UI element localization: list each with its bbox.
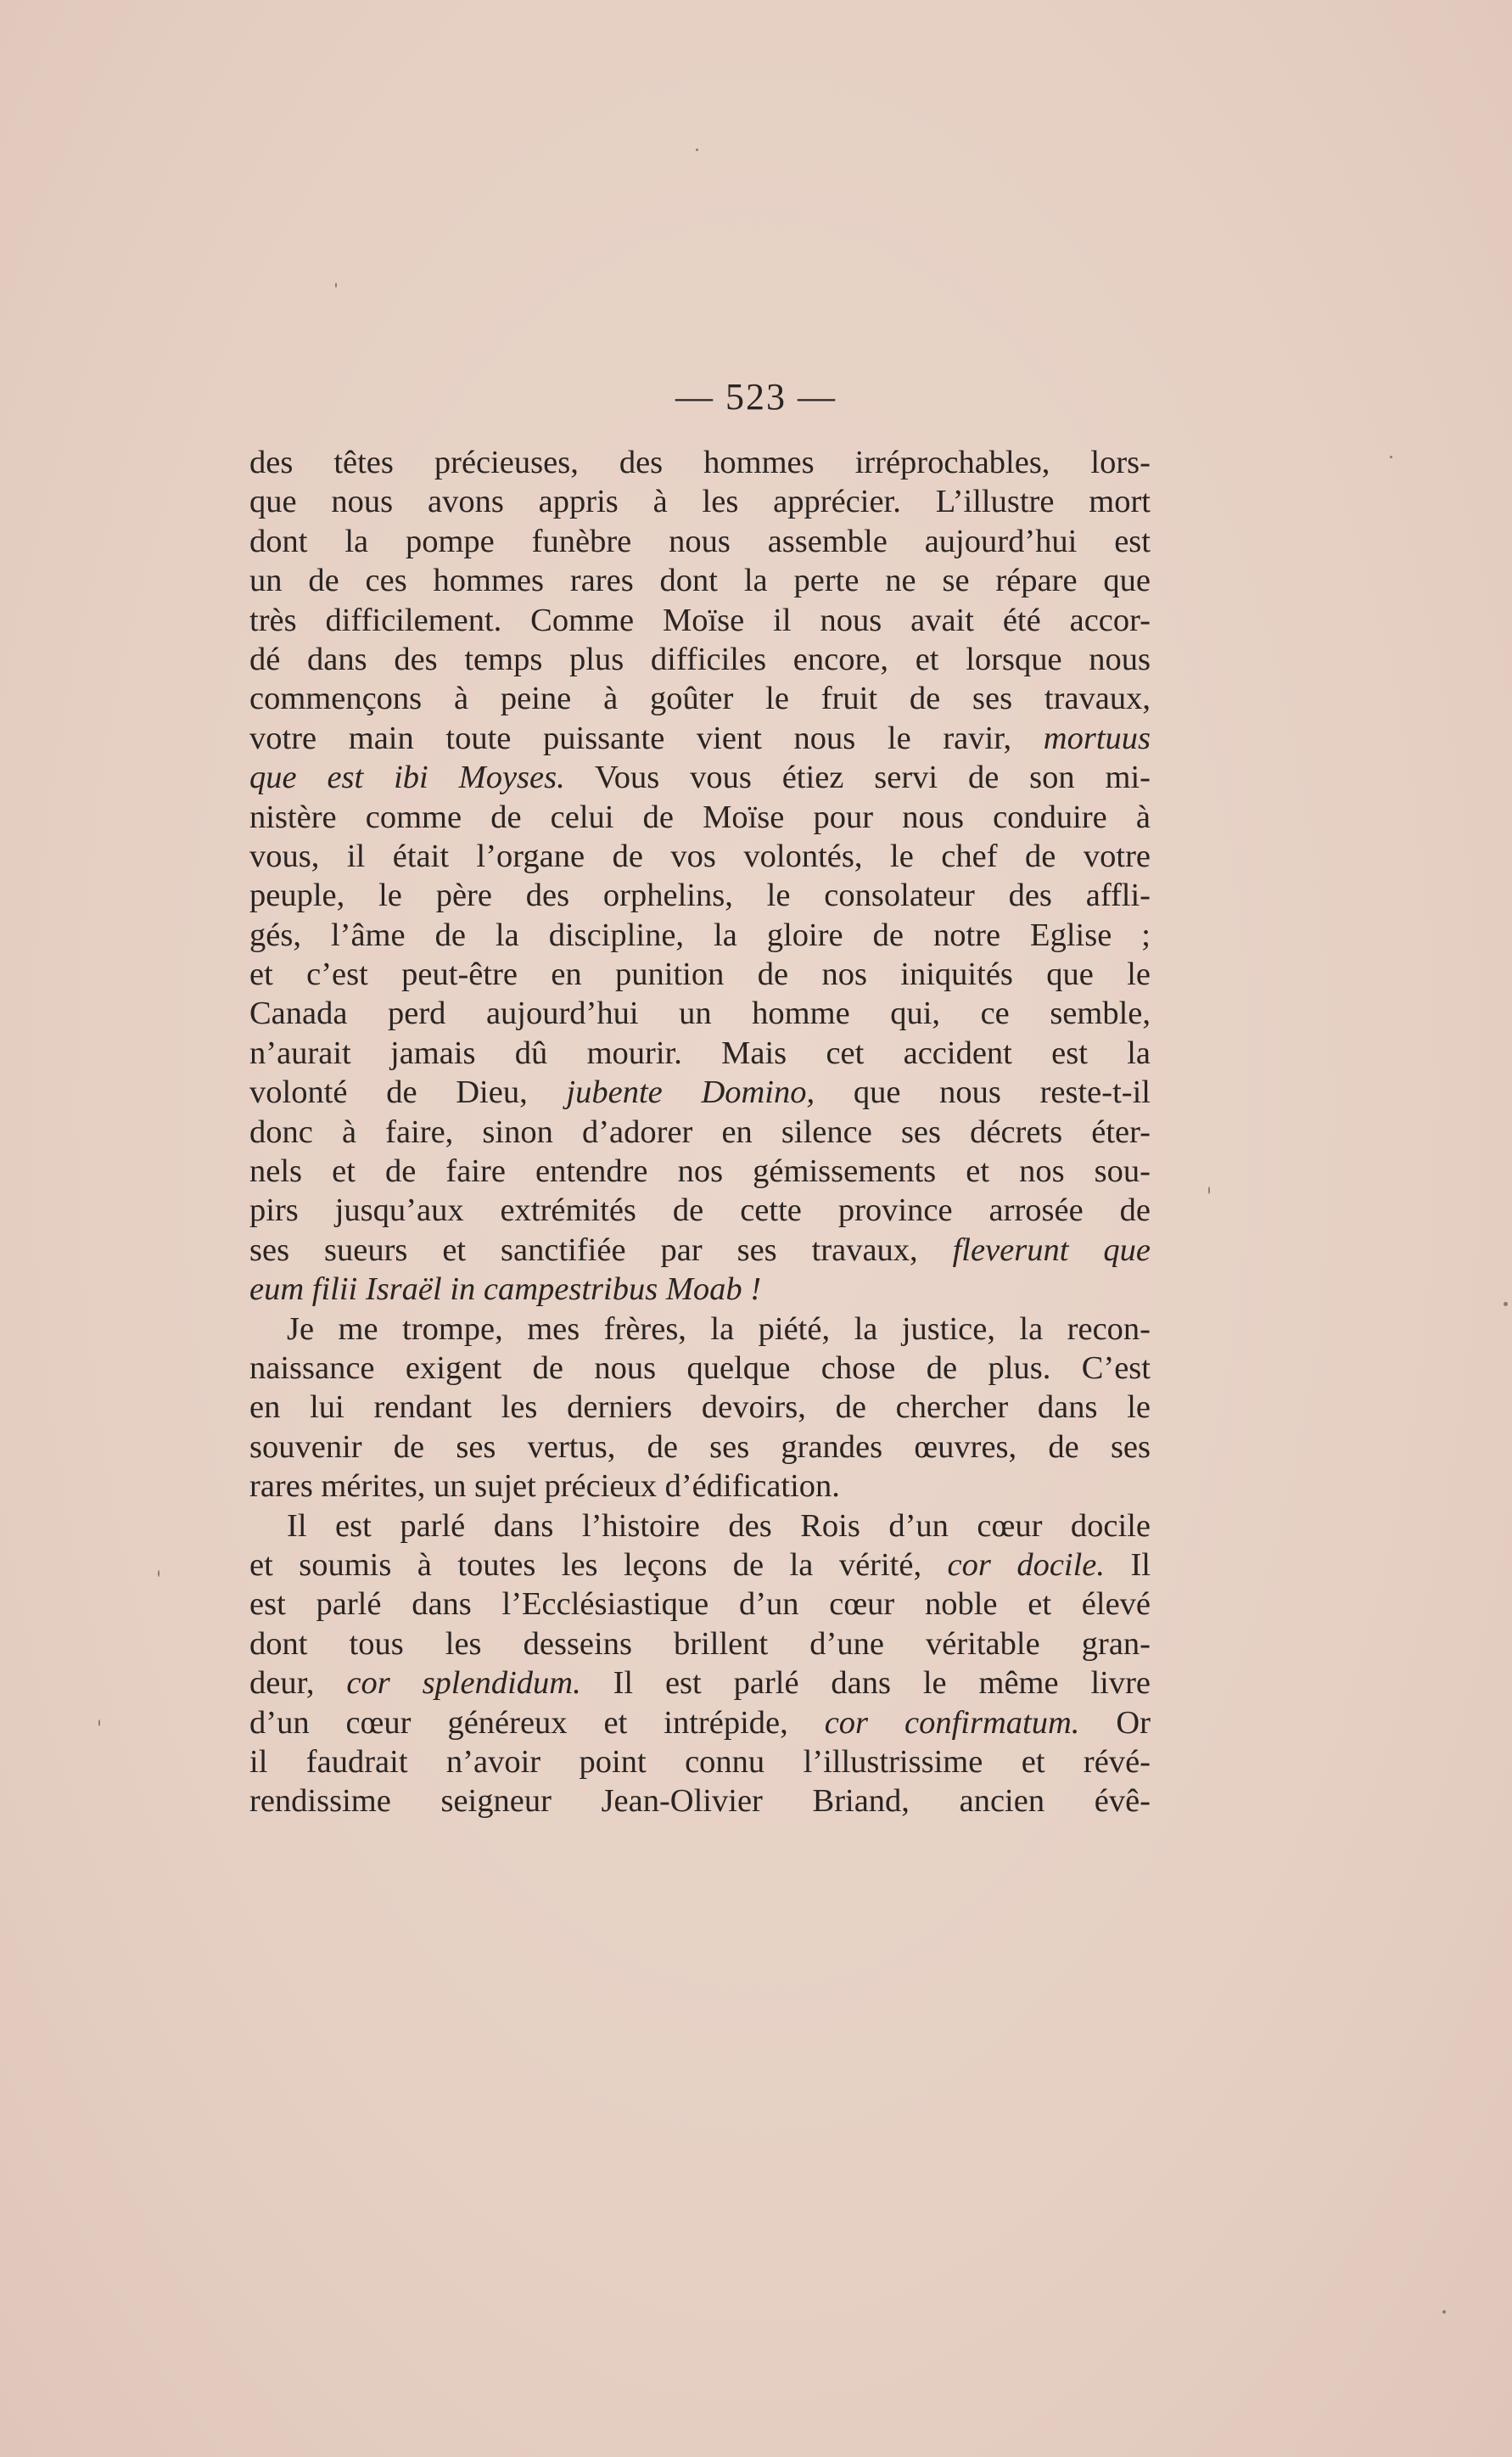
italic-phrase: mortuus: [1043, 720, 1151, 756]
text-run: dé dans des temps plus difficiles encore, et lorsque nous: [249, 641, 1151, 677]
text-line: [249, 522, 1151, 561]
text-line: [249, 1663, 1151, 1703]
text-run: rares mérites, un sujet précieux d’édification.: [249, 1468, 840, 1505]
paper-speck: [335, 283, 337, 288]
text-line: [249, 1073, 1151, 1112]
paper-speck: [1208, 1186, 1210, 1194]
text-line: [249, 1703, 1151, 1742]
text-run: dont tous les desseins brillent d’une véritable gran-: [249, 1625, 1151, 1662]
text-run: ses sueurs et sanctifiée par ses travaux,: [249, 1231, 953, 1268]
paper-speck: [1442, 2310, 1446, 2314]
text-line: [249, 876, 1151, 915]
paper-speck: [1390, 456, 1392, 458]
text-line: [249, 1191, 1151, 1230]
text-line: [249, 994, 1151, 1033]
paper-speck: [98, 1719, 100, 1726]
text-line: [249, 1113, 1151, 1152]
text-run: peuple, le père des orphelins, le consolateur des affli-: [249, 878, 1151, 914]
text-run: d’un cœur généreux et intrépide,: [249, 1704, 825, 1741]
text-line: [249, 1467, 1151, 1506]
text-run: nistère comme de celui de Moïse pour nous conduire à: [249, 799, 1151, 835]
text-run: en lui rendant les derniers devoirs, de chercher dans le: [249, 1389, 1151, 1426]
text-run: rendissime seigneur Jean-Olivier Briand, ancien évê-: [249, 1783, 1151, 1820]
text-line: [249, 916, 1151, 955]
text-run: deur,: [249, 1665, 347, 1702]
text-line: [249, 443, 1151, 482]
italic-phrase: que est ibi Moyses.: [249, 760, 565, 796]
text-line: [249, 955, 1151, 994]
text-run: que nous avons appris à les apprécier. L’illustre mort: [249, 484, 1151, 520]
text-line: [249, 1624, 1151, 1663]
text-run: et c’est peut-être en punition de nos iniquités que le: [249, 956, 1151, 993]
text-run: il faudrait n’avoir point connu l’illustrissime et révé-: [249, 1743, 1151, 1780]
text-run: des têtes précieuses, des hommes irréprochables, lors-: [249, 445, 1151, 480]
text-line: [249, 1545, 1151, 1585]
text-line: [249, 561, 1151, 600]
text-line: [249, 640, 1151, 679]
text-run: que nous reste-t-il: [815, 1074, 1151, 1111]
paper-speck: [158, 1570, 160, 1577]
paper-speck: [1504, 1302, 1508, 1306]
body-text: [249, 443, 1151, 1821]
text-run: commençons à peine à goûter le fruit de ses travaux,: [249, 681, 1151, 717]
italic-phrase: cor splendidum.: [346, 1665, 581, 1702]
text-run: Il est parlé dans l’histoire des Rois d’un cœur docile: [287, 1507, 1151, 1544]
text-run: Or: [1079, 1704, 1151, 1741]
italic-phrase: fleverunt que: [952, 1231, 1151, 1268]
text-line: [249, 1506, 1151, 1545]
text-line: [249, 482, 1151, 521]
text-line: [249, 1585, 1151, 1624]
text-run: Je me trompe, mes frères, la piété, la justice, la recon-: [287, 1310, 1151, 1347]
text-run: souvenir de ses vertus, de ses grandes œuvres, de ses: [249, 1428, 1151, 1465]
text-run: gés, l’âme de la discipline, la gloire de notre Eglise ;: [249, 917, 1151, 953]
italic-phrase: cor confirmatum.: [824, 1704, 1080, 1741]
italic-phrase: eum filii Israël in campestribus Moab !: [249, 1271, 762, 1308]
text-run: donc à faire, sinon d’adorer en silence ses décrets éter-: [249, 1114, 1151, 1150]
text-line: [249, 837, 1151, 876]
text-line: [249, 601, 1151, 640]
text-run: dont la pompe funèbre nous assemble aujourd’hui est: [249, 523, 1151, 559]
text-line: [249, 679, 1151, 718]
text-run: très difficilement. Comme Moïse il nous avait été accor-: [249, 602, 1151, 638]
text-run: pirs jusqu’aux extrémités de cette province arrosée de: [249, 1192, 1151, 1229]
text-line: [249, 798, 1151, 837]
text-run: Vous vous étiez servi de son mi-: [564, 760, 1151, 796]
text-run: Il est parlé dans le même livre: [580, 1665, 1151, 1702]
text-line: [249, 1152, 1151, 1191]
text-line: [249, 1781, 1151, 1820]
text-run: naissance exigent de nous quelque chose de plus. C’est: [249, 1349, 1151, 1386]
italic-phrase: cor docile.: [947, 1546, 1106, 1583]
text-line: [249, 1349, 1151, 1388]
text-line: [249, 758, 1151, 797]
text-line: [249, 1231, 1151, 1270]
page-number-header: — 523 —: [675, 376, 837, 418]
text-run: Il: [1105, 1546, 1151, 1583]
text-line: [249, 1388, 1151, 1427]
text-run: volonté de Dieu,: [249, 1074, 567, 1111]
text-run: votre main toute puissante vient nous le ravir,: [249, 720, 1044, 756]
text-run: n’aurait jamais dû mourir. Mais cet accident est la: [249, 1035, 1151, 1071]
text-run: nels et de faire entendre nos gémissements et nos sou-: [249, 1153, 1151, 1190]
text-line: [249, 1742, 1151, 1781]
text-run: vous, il était l’organe de vos volontés, le chef de votre: [249, 838, 1151, 874]
text-run: et soumis à toutes les leçons de la vérité,: [249, 1546, 948, 1583]
text-run: un de ces hommes rares dont la perte ne se répare que: [249, 563, 1151, 599]
text-run: Canada perd aujourd’hui un homme qui, ce semble,: [249, 996, 1151, 1032]
text-line: [249, 1428, 1151, 1467]
text-line: [249, 719, 1151, 758]
paper-speck: [696, 149, 698, 151]
text-run: est parlé dans l’Ecclésiastique d’un cœur noble et élevé: [249, 1586, 1151, 1623]
text-line: [249, 1270, 1151, 1309]
text-line: [249, 1310, 1151, 1349]
italic-phrase: jubente Domino,: [566, 1074, 815, 1111]
text-line: [249, 1034, 1151, 1073]
